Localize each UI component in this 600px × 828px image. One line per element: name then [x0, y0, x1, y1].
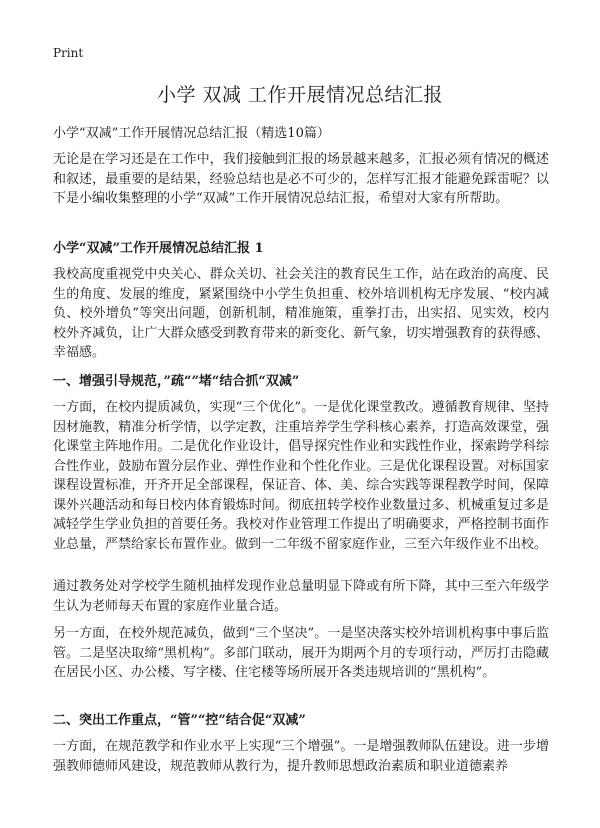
- heading-one: 一、增强引导规范，”疏“”堵“结合抓“双减”: [53, 374, 300, 389]
- section-paragraph: 我校高度重视党中央关心、群众关切、社会关注的教育民生工作，站在政治的高度、民生的角度、发展的维度，紧紧围绕中小学生负担重、校外培训机构无序发展、“校内减负、校外增负”等突出问题，创新机制，精准施策，重拳打击，出实招、见实效，校内校外齐减负，让广大群众感受到教育带来的新变化、新气象，切实增强教育的获得感、幸福感。: [53, 267, 549, 360]
- print-link[interactable]: Print: [53, 46, 84, 60]
- document-title: 小学 双减 工作开展情况总结汇报: [156, 84, 444, 106]
- section-title: 小学“双减”工作开展情况总结汇报 1: [53, 241, 264, 256]
- paragraph-one: 一方面，在校内提质减负，实现“三个优化”。一是优化课堂教改。遵循教育规律、坚持因材施教，精准分析学情，以学定教，注重培养学生学科核心素养，打造高效课堂，强化课堂主阵地作用。二是优化作业设计，倡导探究性作业和实践性作业，探索跨学科综合性作业，鼓励布置分层作业、弹性作业和个性化作业。三是优化课程设置。对标国家课程设置标准，开齐开足全部课程，保证音、体、美、综合实践等课程教学时间，保障课外兴趣活动和每日校内体育锻炼时间。彻底扭转学校作业数量过多、机械重复过多是减轻学生学业负担的首要任务。我校对作业管理工作提出了明确要求，严格控制书面作业总量，严禁给家长布置作业。做到一二年级不留家庭作业，三至六年级作业不出校。: [53, 400, 549, 552]
- intro-paragraph: 无论是在学习还是在工作中，我们接触到汇报的场景越来越多，汇报必须有情况的概述和叙述，最重要的是结果，经验总结也是必不可少的，怎样写汇报才能避免踩雷呢？以下是小编收集整理的小学“双减”工作开展情况总结汇报，希望对大家有所帮助。: [53, 152, 549, 206]
- paragraph-three: 另一方面，在校外规范减负，做到“三个坚决”。一是坚决落实校外培训机构事中事后监管。二是坚决取缔“黑机构”。多部门联动，展开为期两个月的专项行动，严厉打击隐藏在居民小区、办公楼、写字楼、住宅楼等场所展开各类违规培训的“黑机构”。: [53, 626, 549, 680]
- heading-two: 二、突出工作重点，“管”“控”结合促“双减”: [53, 713, 306, 728]
- paragraph-two: 通过教务处对学校学生随机抽样发现作业总量明显下降或有所下降，其中三至六年级学生认为老师每天布置的家庭作业量合适。: [53, 579, 549, 614]
- paragraph-four: 一方面，在规范教学和作业水平上实现“三个增强”。一是增强教师队伍建设。进一步增强教师德师风建设，规范教师从教行为，提升教师思想政治素质和职业道德素养: [53, 739, 549, 774]
- document-subtitle: 小学“双减”工作开展情况总结汇报（精选10篇）: [53, 126, 330, 141]
